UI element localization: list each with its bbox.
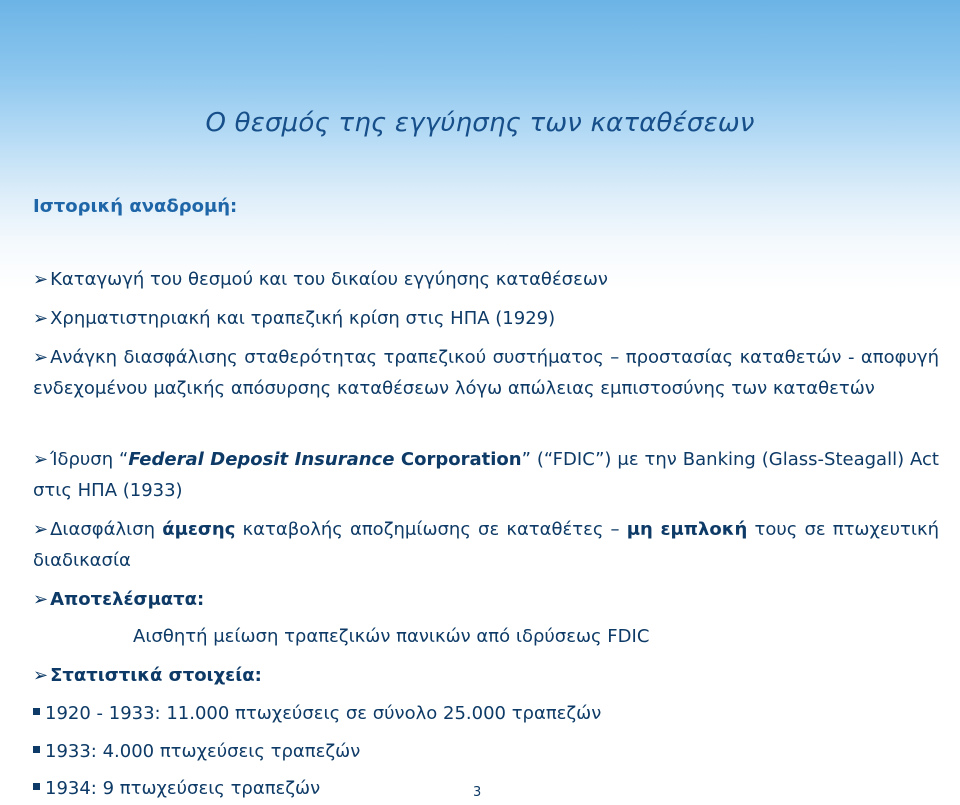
bullet-crisis: ➢ Χρηματιστηριακή και τραπεζική κρίση στις ΗΠΑ (1929) [33, 308, 556, 329]
arrow-bullet-icon: ➢ [33, 665, 49, 686]
bullet-stats: ➢ Στατιστικά στοιχεία: [33, 665, 262, 686]
arrow-bullet-icon: ➢ [33, 347, 49, 368]
bullet-origin: ➢ Καταγωγή του θεσμού και του δικαίου εγγύησης καταθέσεων [33, 269, 608, 290]
results-text: Αισθητή μείωση τραπεζικών πανικών από ιδρύσεως FDIC [133, 626, 650, 647]
section-heading: Ιστορική αναδρομή: [33, 196, 238, 217]
arrow-bullet-icon: ➢ [33, 449, 49, 470]
square-bullet-icon [33, 746, 40, 753]
stat-item: 1933: 4.000 πτωχεύσεις τραπεζών [33, 736, 939, 767]
slide-title: Ο θεσμός της εγγύησης των καταθέσεων [205, 108, 755, 138]
page-number: 3 [473, 785, 482, 800]
bullet-fdic: ➢ Ίδρυση “Federal Deposit Insurance Corporation” (“FDIC”) με την Banking (Glass-Steagall) Act στις ΗΠΑ (1933) [33, 449, 939, 501]
bullet-results: ➢ Αποτελέσματα: [33, 589, 205, 610]
arrow-bullet-icon: ➢ [33, 519, 49, 540]
arrow-bullet-icon: ➢ [33, 269, 49, 290]
square-bullet-icon [33, 708, 40, 715]
stat-item: 1934: 9 πτωχεύσεις τραπεζών [33, 773, 939, 804]
square-bullet-icon [33, 783, 40, 790]
arrow-bullet-icon: ➢ [33, 589, 49, 610]
arrow-bullet-icon: ➢ [33, 308, 49, 329]
bullet-need: ➢ Ανάγκη διασφάλισης σταθερότητας τραπεζικού συστήματος – προστασίας καταθετών - αποφυγή ενδεχομένου μαζικής απόσυρσης καταθέσεων λόγω απώλειας εμπιστοσύνης των καταθετών [33, 347, 939, 399]
stat-item: 1920 - 1933: 11.000 πτωχεύσεις σε σύνολο 25.000 τραπεζών [33, 698, 939, 729]
bullet-guarantee: ➢ Διασφάλιση άμεσης καταβολής αποζημίωσης σε καταθέτες – μη εμπλοκή τους σε πτωχευτική διαδικασία [33, 519, 939, 571]
